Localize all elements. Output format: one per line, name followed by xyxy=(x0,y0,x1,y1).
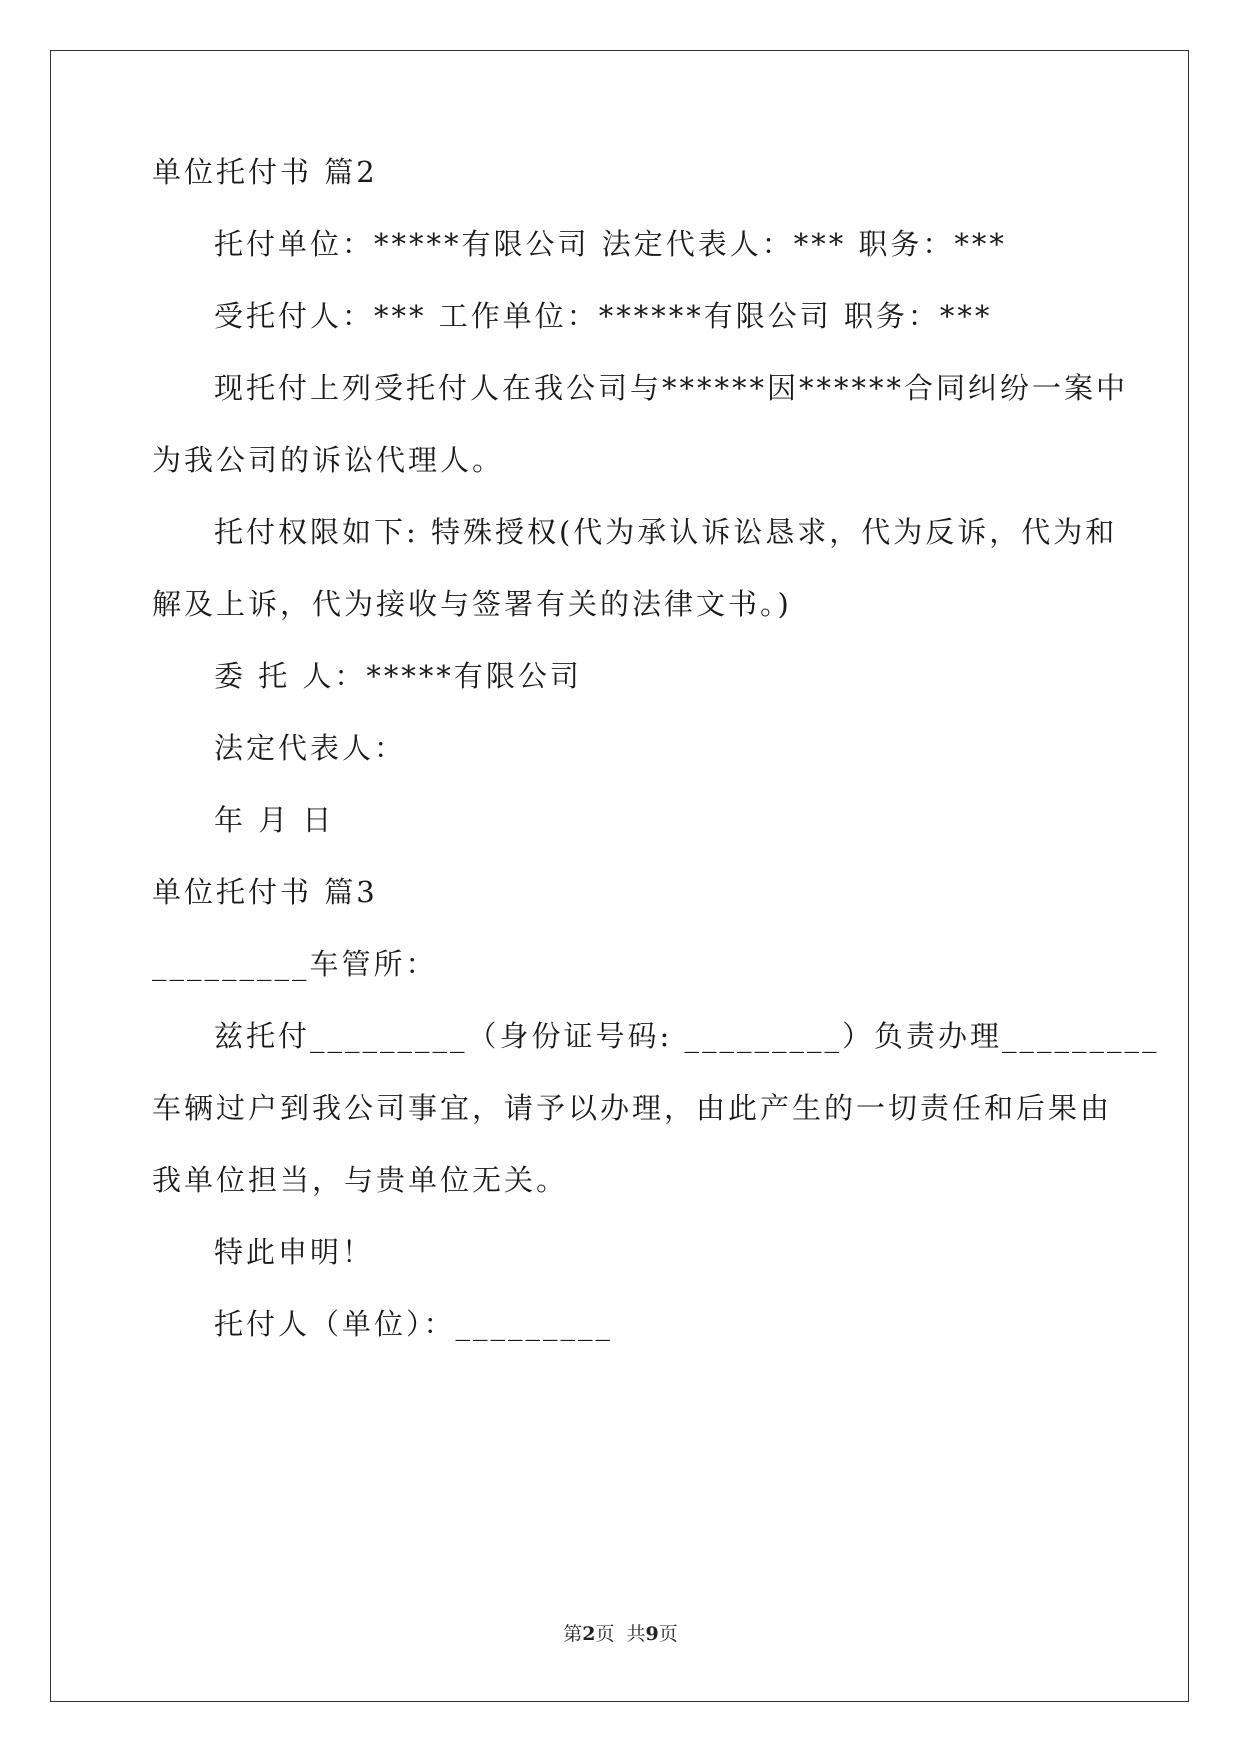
entrust-paragraph-line: 兹托付_________（身份证号码: _________）负责办理_________ xyxy=(214,1019,1160,1053)
principal-line: 委 托 人：*****有限公司 xyxy=(214,659,582,693)
signatory-line: 托付人（单位）：_________ xyxy=(214,1307,614,1341)
entrusting-unit-line: 托付单位：*****有限公司 法定代表人：*** 职务：*** xyxy=(214,227,1007,261)
page-footer xyxy=(0,1622,1241,1646)
paragraph-line: 为我公司的诉讼代理人。 xyxy=(152,443,505,477)
addressee-line: _________车管所： xyxy=(152,947,438,981)
legal-rep-line: 法定代表人： xyxy=(214,731,407,765)
paragraph-line: 现托付上列受托付人在我公司与******因******合同纠纷一案中 xyxy=(214,371,1129,405)
authority-line: 解及上诉，代为接收与签署有关的法律文书。) xyxy=(152,587,792,621)
footer-mid: 页 共 xyxy=(595,1623,646,1645)
declaration-line: 特此申明！ xyxy=(214,1235,375,1269)
authority-line: 托付权限如下: 特殊授权(代为承认诉讼恳求，代为反诉，代为和 xyxy=(214,515,1118,549)
footer-suffix: 页 xyxy=(658,1623,678,1645)
date-line: 年 月 日 xyxy=(214,803,335,837)
footer-prefix: 第 xyxy=(563,1623,583,1645)
entrust-paragraph-line: 我单位担当，与贵单位无关。 xyxy=(152,1163,569,1197)
section-heading-2: 单位托付书 篇2 xyxy=(152,155,378,189)
trustee-line: 受托付人：*** 工作单位：******有限公司 职务：*** xyxy=(214,299,993,333)
section-heading-3: 单位托付书 篇3 xyxy=(152,875,378,909)
footer-page-total: 9 xyxy=(645,1623,659,1645)
footer-page-current: 2 xyxy=(582,1623,596,1645)
entrust-paragraph-line: 车辆过户到我公司事宜，请予以办理，由此产生的一切责任和后果由 xyxy=(152,1091,1113,1125)
